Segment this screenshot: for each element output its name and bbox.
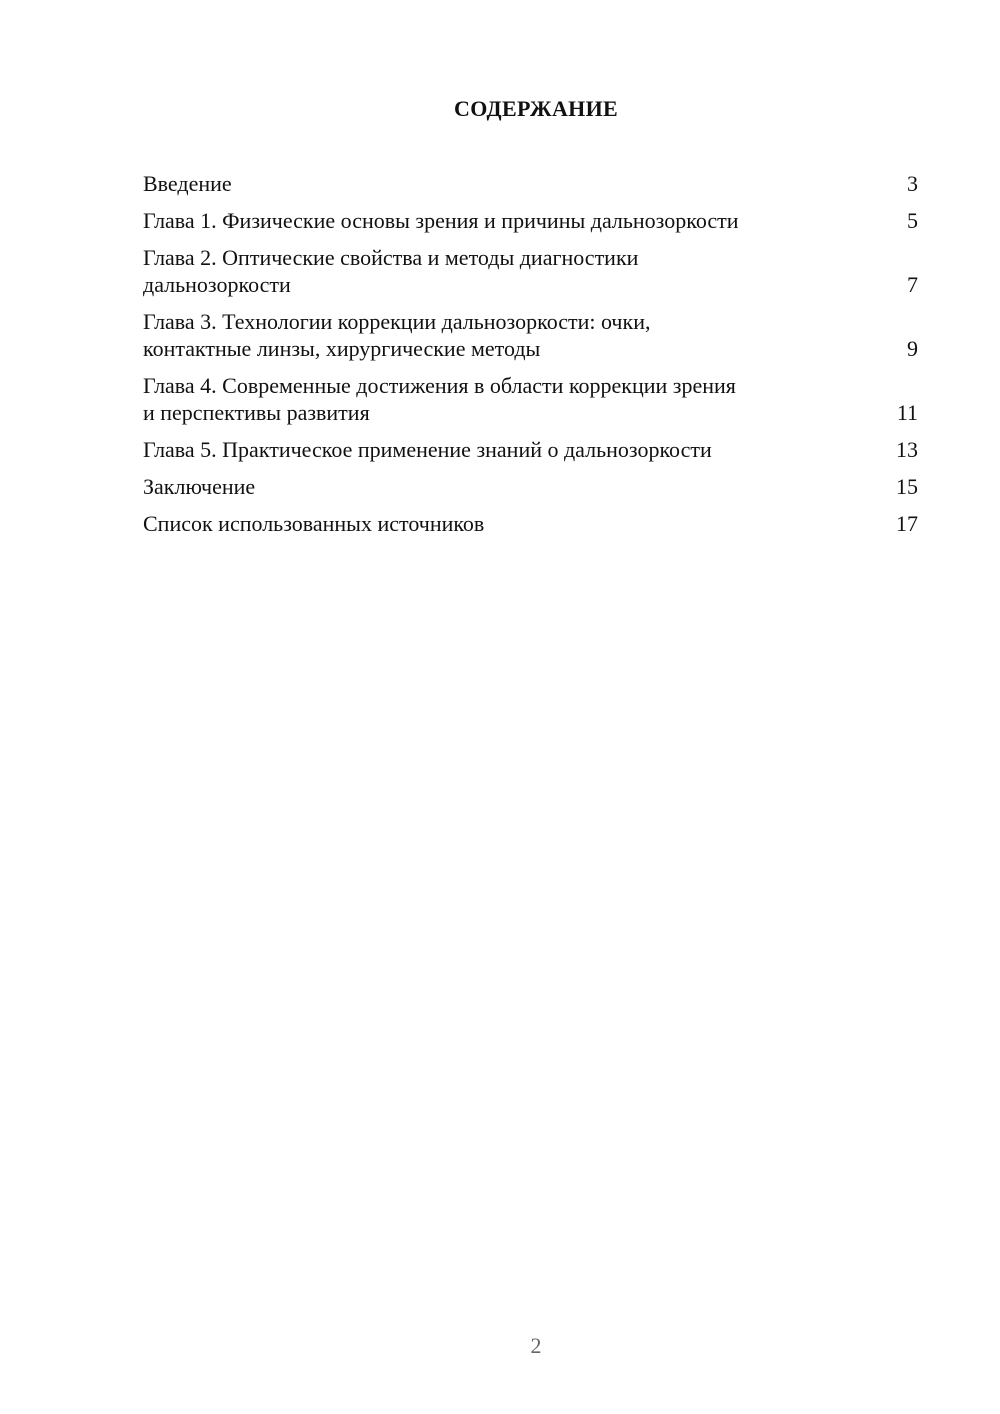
- toc-entry-introduction: [143, 170, 918, 197]
- page-title: СОДЕРЖАНИЕ: [454, 96, 618, 121]
- toc-entry-text: Глава 4. Современные достижения в области коррекции зрения и перспективы развития: [143, 373, 736, 425]
- toc-entry-references: [143, 510, 918, 537]
- toc-entry-page: 9: [907, 336, 918, 361]
- toc-entry-text: Введение: [143, 171, 232, 196]
- toc-entry-text: Глава 2. Оптические свойства и методы диагностики дальнозоркости: [143, 245, 639, 297]
- toc-entry-chapter-1: [143, 207, 918, 234]
- toc-entry-chapter-4: [143, 372, 918, 426]
- toc-entry-page: 5: [907, 208, 918, 233]
- table-of-contents: [143, 170, 918, 547]
- toc-entry-page: 7: [907, 272, 918, 297]
- toc-entry-page: 13: [896, 437, 918, 462]
- toc-entry-page: 3: [907, 171, 918, 196]
- toc-entry-conclusion: [143, 473, 918, 500]
- toc-entry-page: 17: [896, 511, 918, 536]
- page-number: 2: [530, 1333, 542, 1358]
- toc-entry-text: Глава 3. Технологии коррекции дальнозоркости: очки, контактные линзы, хирургические методы: [143, 309, 651, 361]
- toc-entry-page: 11: [896, 400, 918, 425]
- toc-entry-page: 15: [896, 474, 918, 499]
- toc-entry-chapter-5: [143, 436, 918, 463]
- toc-entry-text: Заключение: [143, 474, 256, 499]
- toc-entry-text: Список использованных источников: [143, 511, 485, 536]
- toc-entry-chapter-2: [143, 244, 918, 298]
- toc-entry-text: Глава 5. Практическое применение знаний о дальнозоркости: [143, 437, 712, 462]
- toc-entry-chapter-3: [143, 308, 918, 362]
- toc-entry-text: Глава 1. Физические основы зрения и причины дальнозоркости: [143, 208, 739, 233]
